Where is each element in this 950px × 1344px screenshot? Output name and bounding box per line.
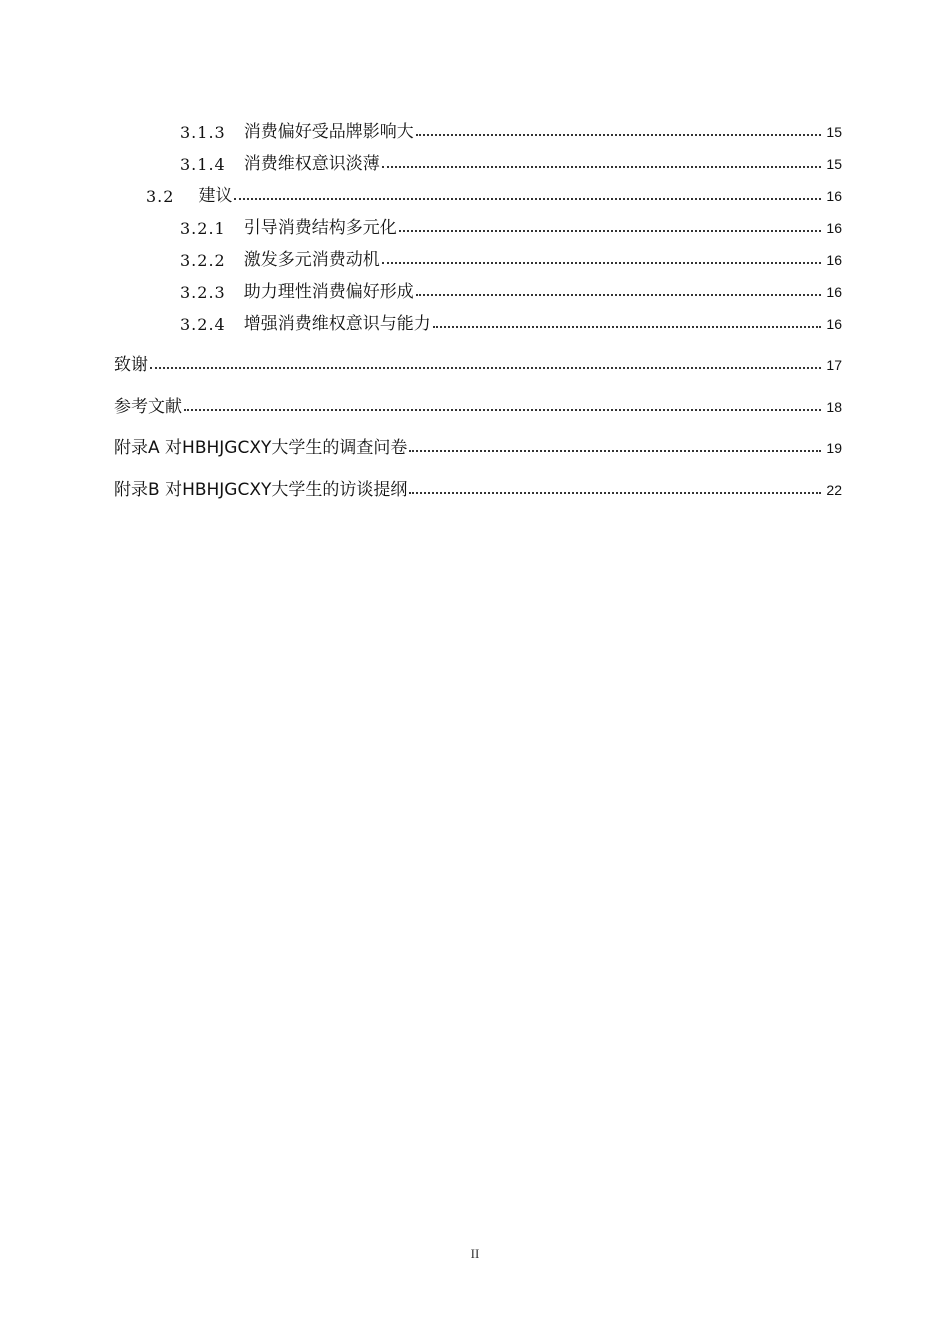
dot-leader [150, 367, 821, 369]
toc-entry-number: 3.2 [146, 187, 175, 206]
toc-entry-page: 22 [826, 482, 842, 498]
toc-entry-number: 3.2.2 [180, 251, 226, 270]
toc-entry-page: 15 [826, 124, 842, 140]
dot-leader [399, 230, 821, 232]
toc-entry-page: 15 [826, 156, 842, 172]
toc-entry[interactable] [146, 180, 842, 206]
toc-entry-title: 附录A 对HBHJGCXY大学生的调查问卷 [114, 438, 408, 458]
toc-entry-number: 3.2.3 [180, 283, 226, 302]
dot-leader [416, 134, 821, 136]
toc-entry-title: 建议 [198, 186, 233, 206]
toc-entry-number: 3.2.1 [180, 219, 226, 238]
toc-entry[interactable] [114, 432, 842, 458]
toc-entry-number: 3.1.3 [180, 123, 226, 142]
toc-entry-title: 消费偏好受品牌影响大 [243, 122, 414, 142]
dot-leader [382, 166, 821, 168]
toc-entry[interactable] [180, 308, 842, 334]
toc-entry-title: 激发多元消费动机 [243, 250, 380, 270]
toc-entry-page: 19 [826, 440, 842, 456]
toc-entry-page: 17 [826, 357, 842, 373]
toc-entry-page: 18 [826, 399, 842, 415]
toc-entry-title: 助力理性消费偏好形成 [243, 282, 414, 302]
dot-leader [433, 326, 821, 328]
toc-entry-page: 16 [826, 316, 842, 332]
page-number: II [470, 1246, 480, 1261]
toc-entry-number: 3.2.4 [180, 315, 226, 334]
toc-entry[interactable] [114, 474, 842, 500]
toc-entry-title: 引导消费结构多元化 [243, 218, 397, 238]
dot-leader [382, 262, 821, 264]
dot-leader [409, 492, 821, 494]
toc-entry[interactable] [114, 349, 842, 375]
toc-entry[interactable] [180, 276, 842, 302]
toc-entry-page: 16 [826, 284, 842, 300]
toc-entry-number: 3.1.4 [180, 155, 226, 174]
toc-entry[interactable] [180, 212, 842, 238]
toc-entry[interactable] [114, 391, 842, 417]
dot-leader [409, 450, 821, 452]
toc-entry-page: 16 [826, 188, 842, 204]
toc-entry[interactable] [180, 244, 842, 270]
dot-leader [184, 409, 821, 411]
toc-entry-title: 消费维权意识淡薄 [243, 154, 380, 174]
toc-entry-title: 致谢 [114, 355, 148, 375]
toc-entry[interactable] [180, 148, 842, 174]
dot-leader [234, 198, 821, 200]
toc-entry-page: 16 [826, 220, 842, 236]
toc-entry-title: 参考文献 [114, 397, 182, 417]
toc-entry[interactable] [180, 116, 842, 142]
toc-entry-title: 增强消费维权意识与能力 [243, 314, 431, 334]
dot-leader [416, 294, 821, 296]
toc-entry-page: 16 [826, 252, 842, 268]
toc-entry-title: 附录B 对HBHJGCXY大学生的访谈提纲 [114, 480, 408, 500]
